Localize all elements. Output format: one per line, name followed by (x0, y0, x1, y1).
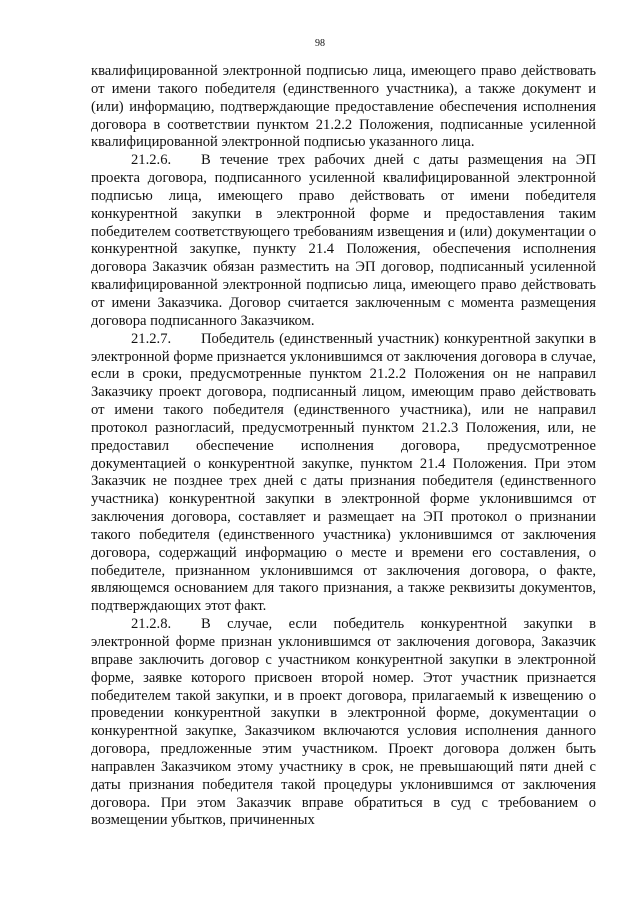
page-number: 98 (315, 38, 325, 49)
paragraph-text: квалифицированной электронной подписью лица, имеющего право действовать от имени такого победителя (единственного участника), а также документ и (или) информацию, подтверждающие предоставление обеспечения исполнения договора в соответствии пунктом 21.2.2 Положения, подписанные усиленной квалифицированной электронной подписью указанного лица. (91, 63, 596, 151)
clause-21-2-6 (91, 152, 596, 330)
clause-21-2-7 (91, 331, 596, 617)
paragraph-text: Победитель (единственный участник) конкурентной закупки в электронной форме признается уклонившимся от заключения договора в случае, если в сроки, предусмотренные пунктом 21.2.2 Положения он не направил Заказчику проект договора, подписанный лицом, имеющим право действовать от имени такого победителя (единственного участника), или не направил протокол разногласий, предусмотренный пунктом 21.2.3 Положения, или, не предоставил обеспечение исполнения договора, предусмотренное документацией о конкурентной закупке, пунктом 21.4 Положения. При этом Заказчик не позднее трех дней с даты признания победителя (единственного участника) конкурентной закупки в электронной форме уклонившимся от заключения договора, составляет и размещает на ЭП протокол о признании такого победителя (единственного участника) уклонившимся от заключения договора, содержащий информацию о месте и времени его составления, о победителе, признанном уклонившимся от заключения договора, о факте, являющемся основанием для такого признания, а также реквизиты документов, подтверждающих этот факт. (91, 330, 596, 615)
paragraph-continuation (91, 63, 596, 152)
document-body (91, 63, 596, 830)
clause-number: 21.2.7. (131, 330, 172, 347)
clause-number: 21.2.8. (131, 616, 172, 633)
clause-21-2-8 (91, 616, 596, 830)
paragraph-text: В случае, если победитель конкурентной закупки в электронной форме признан уклонившимся от заключения договора, Заказчик вправе заключить договор с участником конкурентной закупки в электронной форме, заявке которого присвоен второй номер. Этот участник признается победителем такой закупки, и в проект договора, прилагаемый к извещению о проведении конкурентной закупки в электронной форме, документации о конкурентной закупке, Заказчиком включаются условия исполнения данного договора, предложенные этим участником. Проект договора должен быть направлен Заказчиком этому участнику в срок, не превышающий пяти дней с даты признания победителя такой процедуры уклонившимся от заключения договора. При этом Заказчик вправе обратиться в суд с требованием о возмещении убытков, причиненных (91, 616, 596, 829)
paragraph-text: В течение трех рабочих дней с даты размещения на ЭП проекта договора, подписанного усиленной квалифицированной электронной подписью лица, имеющего право действовать от имени победителя конкурентной закупки в электронной форме и предоставления таким победителем соответствующего требованиям извещения и (или) документации о конкурентной закупке, пункту 21.4 Положения, обеспечения исполнения договора Заказчик обязан разместить на ЭП договор, подписанный усиленной квалифицированной электронной подписью лица, имеющего право действовать от имени Заказчика. Договор считается заключенным с момента размещения договора подписанного Заказчиком. (91, 152, 596, 329)
clause-number: 21.2.6. (131, 152, 172, 169)
